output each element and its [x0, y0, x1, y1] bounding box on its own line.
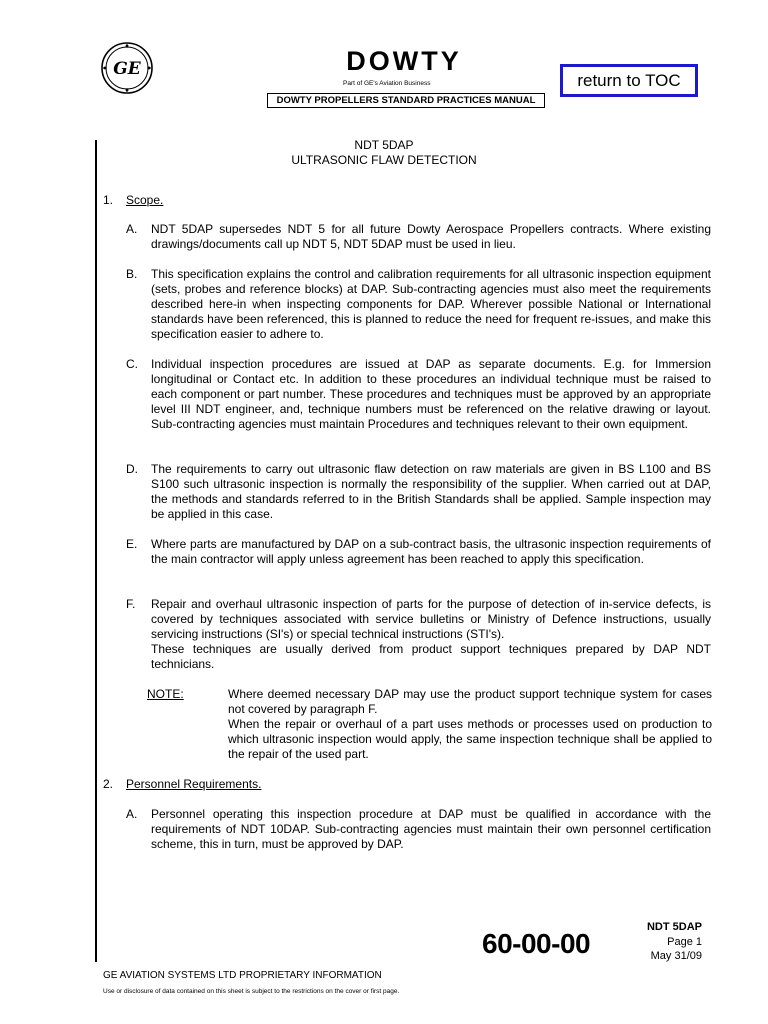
document-title: ULTRASONIC FLAW DETECTION [291, 153, 477, 167]
paragraph-text-continued: These techniques are usually derived from product support techniques prepared by DAP NDT technicians. [151, 642, 711, 671]
revision-date: May 31/09 [650, 950, 702, 962]
paragraph-text: Where parts are manufactured by DAP on a sub-contract basis, the ultrasonic inspection requirements of the main contractor will apply unless agreement has been reached to apply this specification. [151, 537, 711, 566]
section-number: 1. [103, 193, 114, 207]
section-title-scope: Scope. [126, 193, 164, 207]
disclosure-notice: Use or disclosure of data contained on this sheet is subject to the restrictions on the cover or first page. [103, 988, 400, 995]
paragraph-letter: D. [126, 462, 138, 476]
paragraph-letter: A. [126, 222, 138, 236]
paragraph-text: The requirements to carry out ultrasonic flaw detection on raw materials are given in BS L100 and BS S100 such ultrasonic inspection is normally the responsibility of the supplier. When carried out at DAP, the methods and standards referred to in the British Standards shall be applied. Sample inspection may be applied in this case. [151, 462, 711, 521]
dowty-logo-icon [333, 46, 475, 76]
paragraph-letter: C. [126, 357, 138, 371]
svg-text:DOWTY: DOWTY [346, 46, 462, 76]
paragraph-letter: B. [126, 267, 138, 281]
paragraph-text: Repair and overhaul ultrasonic inspection of parts for the purpose of detection of in-service defects, is covered by techniques associated with service bulletins or Ministry of Defence instructions, usually servicing instructions (SI's) or special technical instructions (STI's). [151, 597, 711, 641]
note-text: Where deemed necessary DAP may use the product support technique system for cases not covered by paragraph F. [228, 687, 712, 716]
document-code: NDT 5DAP [354, 138, 414, 152]
section-title-personnel: Personnel Requirements. [126, 777, 262, 791]
footer-doc-code: NDT 5DAP [646, 921, 702, 933]
brand-tagline: Part of GE's Aviation Business [343, 80, 431, 87]
paragraph-letter: E. [126, 537, 138, 551]
paragraph-text: Personnel operating this inspection procedure at DAP must be qualified in accordance with the requirements of NDT 10DAP. Sub-contracting agencies must maintain their own personnel certification scheme, this in turn, must be approved by DAP. [151, 807, 711, 851]
paragraph-text: This specification explains the control and calibration requirements for all ultrasonic inspection equipment (sets, probes and reference blocks) at DAP. Sub-contracting agencies must also meet the requirements described here-in when inspecting components for DAP. Wherever possible National or International standards have been referenced, this is planned to reduce the need for frequent re-issues, and make this specification easier to adhere to. [151, 267, 711, 341]
page-number: Page 1 [667, 936, 702, 948]
paragraph-text: Individual inspection procedures are issued at DAP as separate documents. E.g. for Immersion longitudinal or Contact etc. In addition to these procedures an individual technique must be raised to each component or part number. These procedures and techniques must be approved by an appropriate level III NDT engineer, and, technique numbers must be referenced on the relative drawing or layout. Sub-contracting agencies must maintain Procedures and techniques relevant to their own equipment. [151, 357, 711, 431]
manual-title: DOWTY PROPELLERS STANDARD PRACTICES MANUAL [267, 93, 545, 108]
note-label: NOTE: [147, 687, 184, 701]
chapter-code: 60-00-00 [482, 928, 591, 959]
svg-text:GE: GE [113, 59, 141, 79]
note-text: When the repair or overhaul of a part uses methods or processes used on production to which ultrasonic inspection would apply, the same inspection technique shall be applied to the repair of the used part. [228, 717, 712, 761]
return-to-toc-link[interactable]: return to TOC [560, 64, 698, 97]
paragraph-letter: A. [126, 807, 138, 821]
ge-logo-icon [101, 42, 153, 94]
section-number: 2. [103, 777, 114, 791]
paragraph-letter: F. [126, 597, 136, 611]
paragraph-text: NDT 5DAP supersedes NDT 5 for all future Dowty Aerospace Propellers contracts. Where existing drawings/documents call up NDT 5, NDT 5DAP must be used in lieu. [151, 222, 711, 251]
revision-change-bar [95, 140, 97, 962]
proprietary-notice: GE AVIATION SYSTEMS LTD PROPRIETARY INFORMATION [103, 970, 382, 981]
